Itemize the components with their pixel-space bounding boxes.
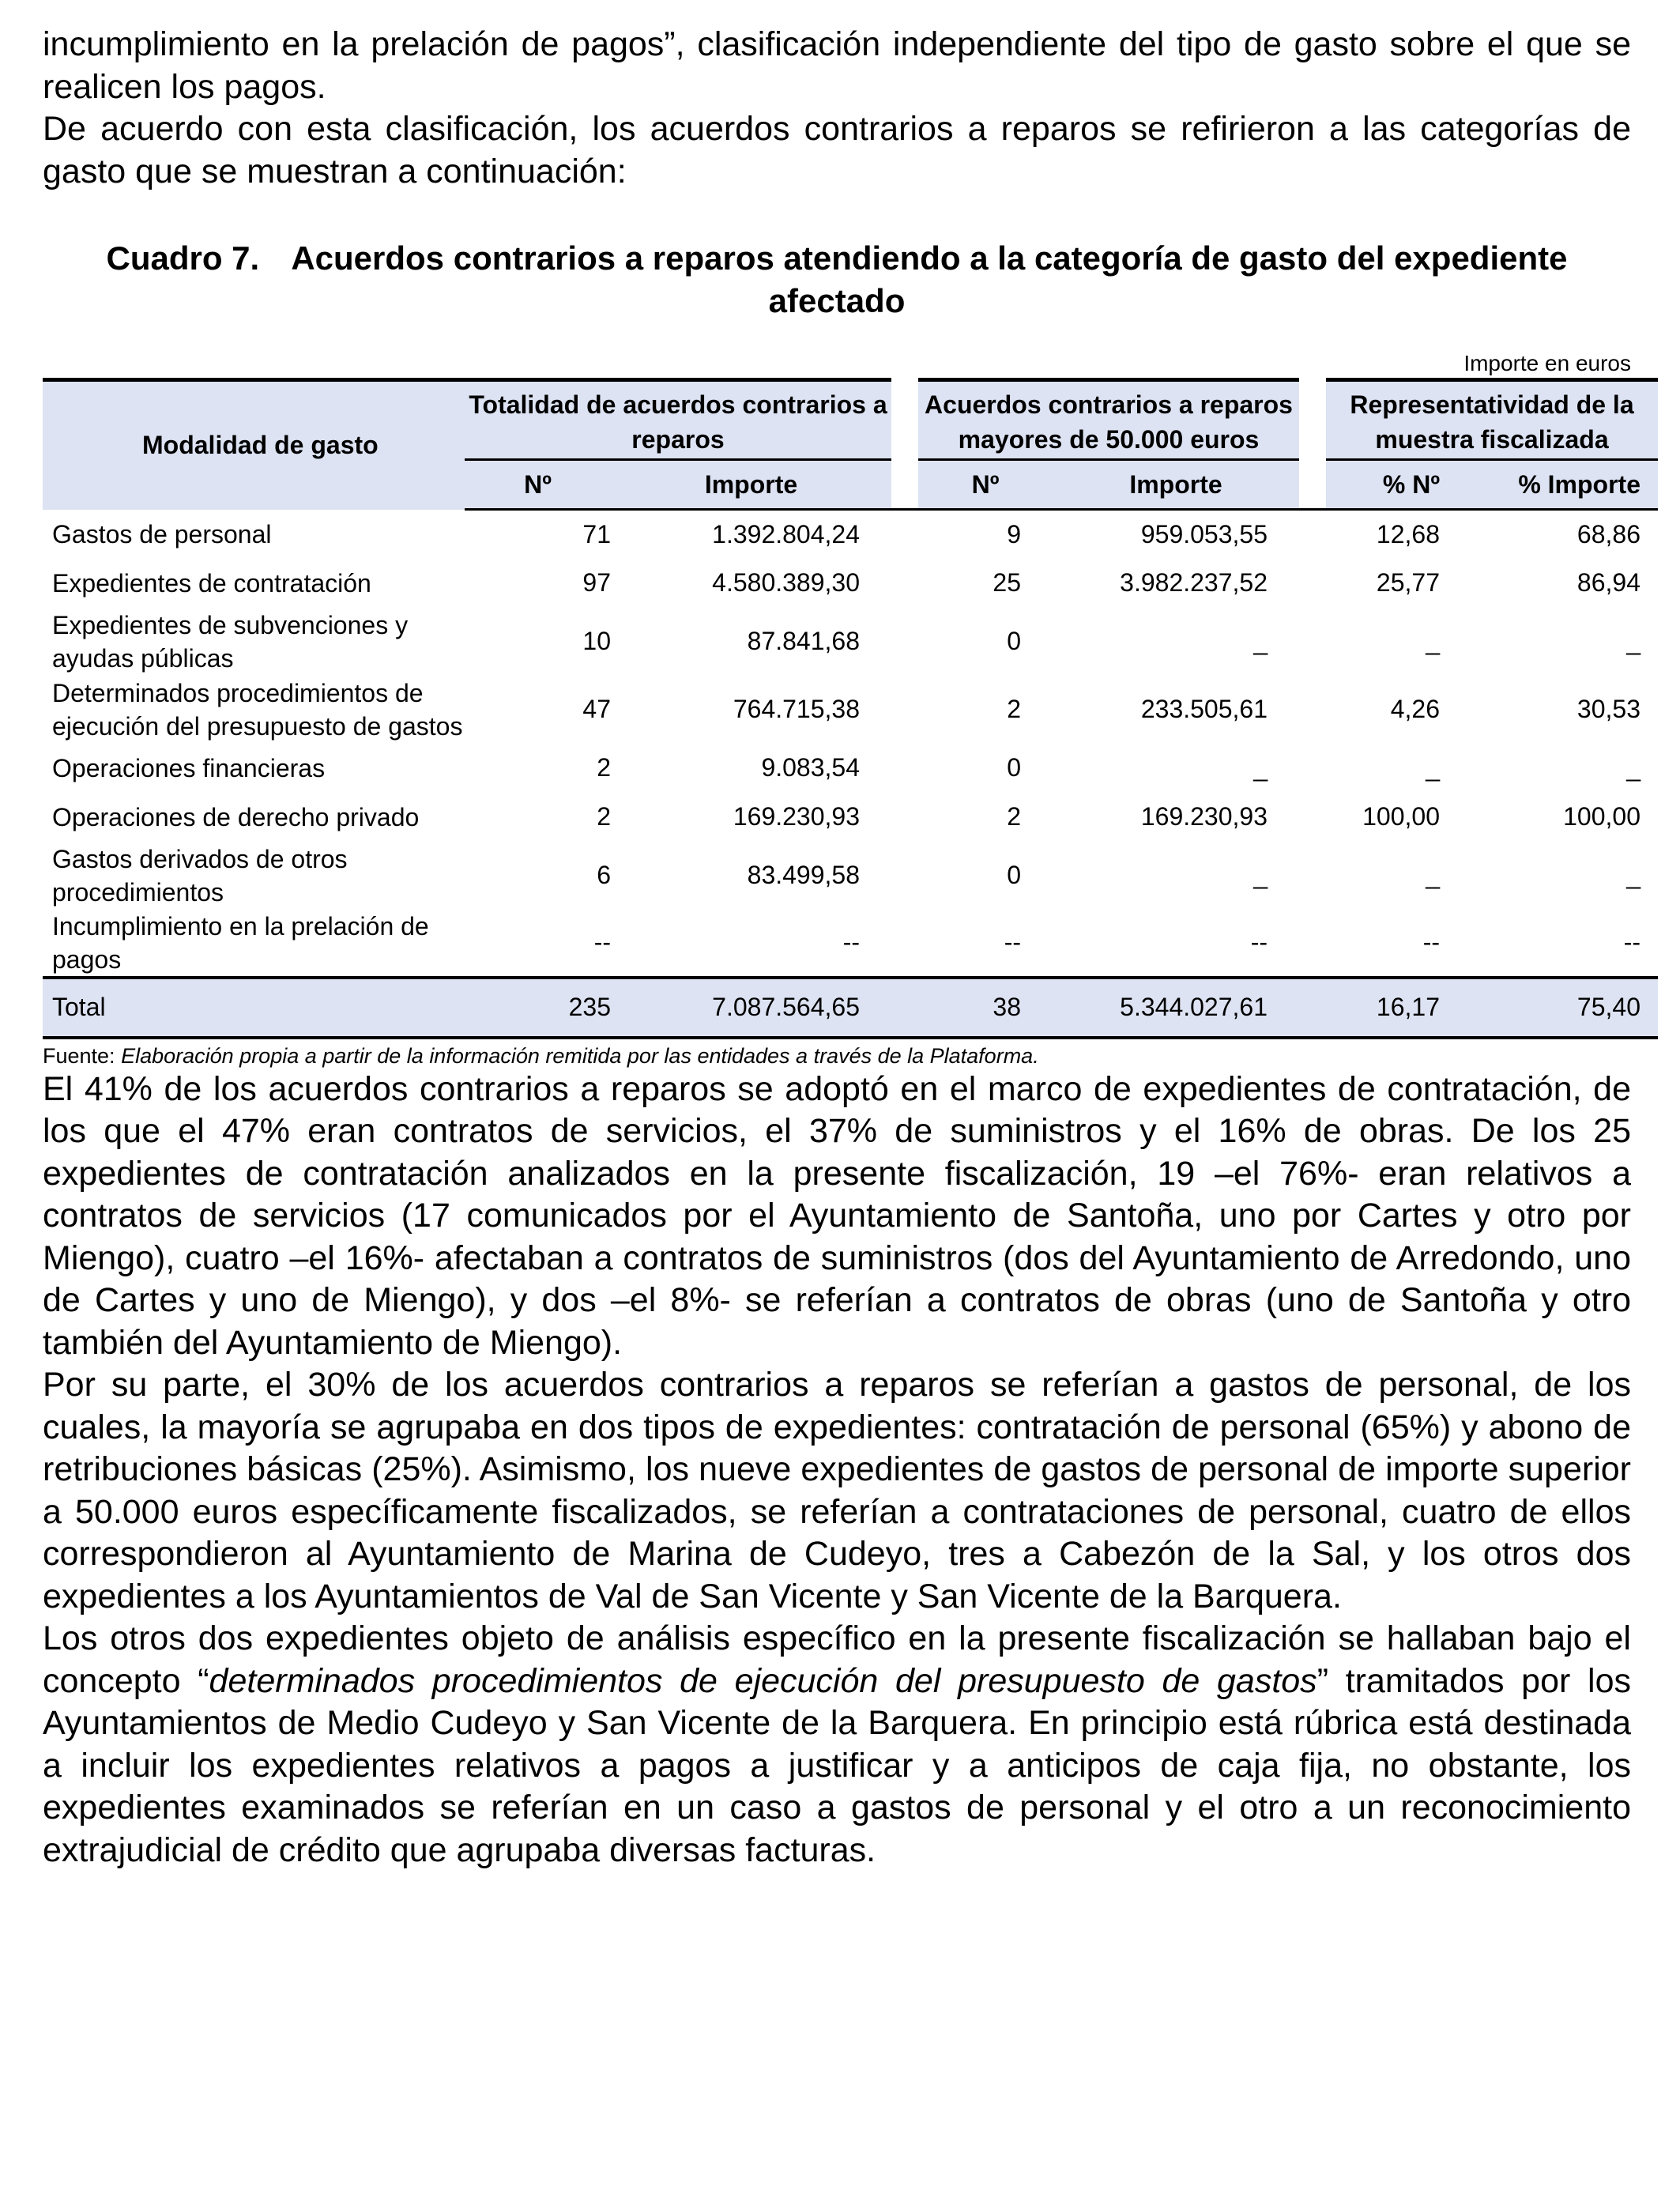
table-total-row: Total 235 7.087.564,65 38 5.344.027,61 16,17 75,40 xyxy=(43,978,1658,1038)
col-header-n1: Nº xyxy=(465,461,611,510)
paragraph-personnel: Por su parte, el 30% de los acuerdos contrarios a reparos se referían a gastos de personal, de los cuales, la mayoría se agrupaba en dos tipos de expedientes: contratación de personal (65%) y abono de retribuciones básicas (25%). Asimismo, los nueve expedientes de gastos de personal de importe superior a 50.000 euros específicamente fiscalizados, se referían a contrataciones de personal, cuatro de ellos correspondieron al Ayuntamiento de Marina de Cudeyo, tres a Cabezón de la Sal, y los otros dos expedientes a los Ayuntamientos de Val de San Vicente y San Vicente de la Barquera. xyxy=(43,1366,1631,1615)
caption-number: Cuadro 7. xyxy=(106,239,260,277)
caption-title: Acuerdos contrarios a reparos atendiendo a la categoría de gasto del expediente afectado xyxy=(291,239,1568,319)
table-row: Gastos derivados de otros procedimientos 6 83.499,58 0 _ _ _ xyxy=(52,844,1640,907)
paragraph-intro: De acuerdo con esta clasificación, los acuerdos contrarios a reparos se refirieron a las categorías de gasto que se muestran a continuación: xyxy=(43,110,1631,190)
table-row: Operaciones financieras 2 9.083,54 0 _ _ _ xyxy=(52,753,1640,782)
col-header-importe1: Importe xyxy=(611,461,891,510)
table-source-note: Fuente: Elaboración propia a partir de la información remitida por las entidades a través de la Plataforma. xyxy=(43,1043,1039,1068)
table-row: Determinados procedimientos de ejecución del presupuesto de gastos 47 764.715,38 2 233.505,61 4,26 30,53 xyxy=(52,678,1640,741)
table-row: Gastos de personal 71 1.392.804,24 9 959.053,55 12,68 68,86 xyxy=(52,519,1640,548)
paragraph-other-files: Los otros dos expedientes objeto de análisis específico en la presente fiscalización se hallaban bajo el concepto “determinados procedimientos de ejecución del presupuesto de gastos” tramitados por los Ayuntamientos de Medio Cudeyo y San Vicente de la Barquera. En principio está rúbrica está destinada a incluir los expedientes relativos a pagos a justificar y a anticipos de caja fija, no obstante, los expedientes examinados se referían en un caso a gastos de personal y el otro a un reconocimiento extrajudicial de crédito que agrupaba diversas facturas. xyxy=(43,1619,1631,1869)
group-header-total: Totalidad de acuerdos contrarios a reparos xyxy=(465,380,891,462)
group-header-representativeness: Representatividad de la muestra fiscalizada xyxy=(1326,380,1658,462)
col-header-pct-importe: % Importe xyxy=(1471,461,1658,510)
table-unit-note: Importe en euros xyxy=(1463,351,1631,375)
col-header-n2: Nº xyxy=(918,461,1053,510)
expense-category-table xyxy=(43,378,1658,1039)
col-header-pct-n: % Nº xyxy=(1326,461,1471,510)
paragraph-intro-continuation: incumplimiento en la prelación de pagos”, clasificación independiente del tipo de gasto sobre el que se realicen los pagos. xyxy=(43,25,1631,106)
paragraph-contracting: El 41% de los acuerdos contrarios a reparos se adoptó en el marco de expedientes de contratación, de los que el 47% eran contratos de servicios, el 37% de suministros y el 16% de obras. De los 25 expedientes de contratación analizados en la presente fiscalización, 19 –el 76%- eran relativos a contratos de servicios (17 comunicados por el Ayuntamiento de Santoña, uno por Cartes y otro por Miengo), cuatro –el 16%- afectaban a contratos de suministros (dos del Ayuntamiento de Arredondo, uno de Cartes y uno de Miengo), y dos –el 8%- se referían a contratos de obras (uno de Santoña y otro también del Ayuntamiento de Miengo). xyxy=(43,1069,1631,1362)
table-row: Expedientes de contratación 97 4.580.389,30 25 3.982.237,52 25,77 86,94 xyxy=(52,568,1640,598)
table-row: Expedientes de subvenciones y ayudas públicas 10 87.841,68 0 _ _ _ xyxy=(52,610,1640,673)
document-page xyxy=(43,24,1640,1872)
group-header-over-50000: Acuerdos contrarios a reparos mayores de 50.000 euros xyxy=(918,380,1299,462)
table-row: Incumplimiento en la prelación de pagos -- -- -- -- -- -- xyxy=(52,911,1640,974)
table-row: Operaciones de derecho privado 2 169.230,93 2 169.230,93 100,00 100,00 xyxy=(52,802,1640,831)
row-header: Modalidad de gasto xyxy=(43,380,465,510)
col-header-importe2: Importe xyxy=(1053,461,1299,510)
table-caption xyxy=(43,237,1631,322)
